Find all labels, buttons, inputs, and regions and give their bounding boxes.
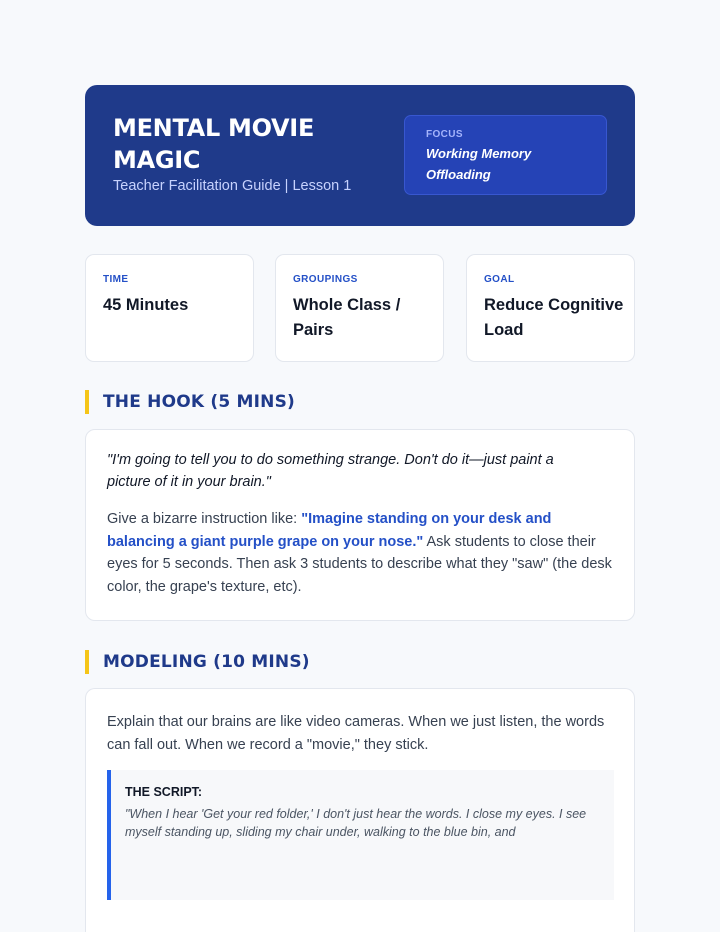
info-card-value: Whole Class / Pairs [293,296,401,339]
script-text: "When I hear 'Get your red folder,' I don't just hear the words. I close my eyes. I see myself standing up, sliding my chair under, walking to the blue bin, and [125,807,587,839]
info-card-groupings [275,254,444,362]
lesson-header [85,85,635,226]
info-card-label: GROUPINGS [293,274,358,285]
info-card-value: Reduce Cognitive Load [484,296,624,339]
hook-body [107,508,612,598]
focus-value: Working Memory Offloading [426,146,532,182]
info-card-label: GOAL [484,274,515,285]
hook-heading: THE HOOK (5 MINS) [85,390,295,414]
modeling-heading: MODELING (10 MINS) [85,650,310,674]
hook-card [85,429,635,621]
info-card-goal [466,254,635,362]
info-card-label: TIME [103,274,129,285]
hook-body-rest: Ask students to close their eyes for 5 seconds. Then ask 3 students to describe what they "saw" (the desk color, the grape's texture, etc). [107,533,612,595]
modeling-body: Explain that our brains are like video cameras. When we just listen, the words can fall out. When we record a "movie," they stick. [107,714,605,753]
hook-instruction-highlight: "Imagine standing on your desk and balancing a giant purple grape on your nose." [107,511,552,550]
focus-label: FOCUS [426,129,463,140]
script-box [107,770,614,900]
lesson-title: MENTAL MOVIE MAGIC [113,114,315,174]
script-label: THE SCRIPT: [125,785,203,799]
lesson-subtitle: Teacher Facilitation Guide | Lesson 1 [113,178,352,194]
hook-body-intro: Give a bizarre instruction like: [107,511,302,527]
modeling-card [85,688,635,932]
focus-badge [404,115,607,195]
info-card-value: 45 Minutes [103,296,189,314]
hook-quote: "I'm going to tell you to do something strange. Don't do it—just paint a picture of it in your brain." [107,452,554,490]
info-card-time [85,254,254,362]
